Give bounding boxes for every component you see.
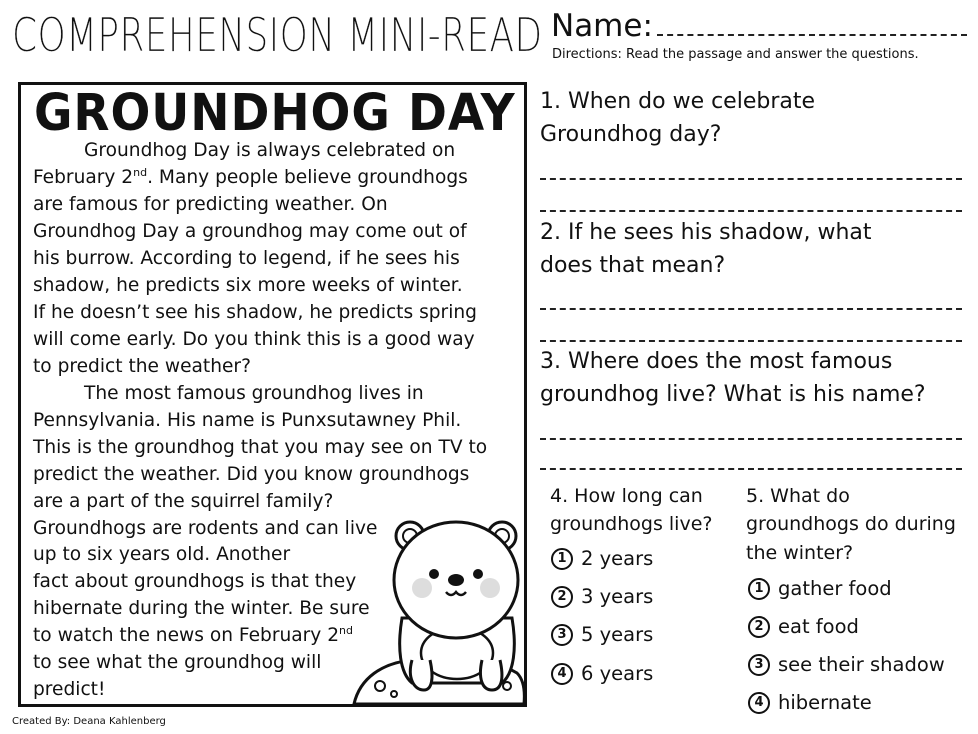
answer-line-1a[interactable] bbox=[540, 178, 962, 180]
circle-number-icon: 2 bbox=[551, 586, 573, 608]
name-blank-line[interactable] bbox=[657, 12, 967, 36]
directions-text: Directions: Read the passage and answer the questions. bbox=[552, 47, 919, 62]
question-3-line-2: groundhog live? What is his name? bbox=[540, 382, 926, 407]
question-1-line-1: 1. When do we celebrate bbox=[540, 89, 816, 114]
passage-line: to see what the groundhog will bbox=[33, 652, 322, 673]
passage-line: fact about groundhogs is that they bbox=[33, 571, 357, 592]
question-3-line-1: 3. Where does the most famous bbox=[540, 349, 893, 374]
q4-option-2[interactable]: 2 3 years bbox=[551, 585, 653, 608]
question-5-line-2: groundhogs do during bbox=[746, 513, 956, 535]
passage-line: are famous for predicting weather. On bbox=[33, 194, 388, 215]
passage-line: predict the weather. Did you know groundhogs bbox=[33, 464, 470, 485]
question-4-line-1: 4. How long can bbox=[550, 485, 703, 507]
answer-line-3b[interactable] bbox=[540, 468, 962, 470]
q4-option-4[interactable]: 4 6 years bbox=[551, 662, 653, 685]
circle-number-icon: 3 bbox=[551, 624, 573, 646]
passage-line: hibernate during the winter. Be sure bbox=[33, 598, 370, 619]
credit-text: Created By: Deana Kahlenberg bbox=[12, 716, 166, 727]
passage-line: Pennsylvania. His name is Punxsutawney Phil. bbox=[33, 410, 462, 431]
circle-number-icon: 4 bbox=[748, 692, 770, 714]
answer-line-3a[interactable] bbox=[540, 438, 962, 440]
question-5-line-1: 5. What do bbox=[746, 485, 850, 507]
circle-number-icon: 3 bbox=[748, 654, 770, 676]
q5-option-1[interactable]: 1 gather food bbox=[748, 577, 892, 600]
passage-line: The most famous groundhog lives in bbox=[84, 383, 424, 404]
circle-number-icon: 1 bbox=[551, 548, 573, 570]
passage-line: are a part of the squirrel family? bbox=[33, 491, 334, 512]
passage-line: predict! bbox=[33, 679, 106, 700]
passage-line: his burrow. According to legend, if he sees his bbox=[33, 248, 460, 269]
q5-option-2[interactable]: 2 eat food bbox=[748, 615, 859, 638]
passage-title: GROUNDHOG DAY bbox=[34, 84, 516, 143]
name-field[interactable] bbox=[551, 8, 967, 44]
question-5-line-3: the winter? bbox=[746, 542, 854, 564]
answer-line-2b[interactable] bbox=[540, 340, 962, 342]
passage-line: will come early. Do you think this is a good way bbox=[33, 329, 475, 350]
groundhog-illustration bbox=[352, 508, 526, 706]
question-2-line-1: 2. If he sees his shadow, what bbox=[540, 220, 872, 245]
circle-number-icon: 2 bbox=[748, 616, 770, 638]
question-1-line-2: Groundhog day? bbox=[540, 122, 722, 147]
q5-option-4[interactable]: 4 hibernate bbox=[748, 691, 872, 714]
q4-option-3[interactable]: 3 5 years bbox=[551, 623, 653, 646]
passage-line: to predict the weather? bbox=[33, 356, 251, 377]
passage-line: Groundhog Day a groundhog may come out of bbox=[33, 221, 467, 242]
passage-line: up to six years old. Another bbox=[33, 544, 291, 565]
question-4-line-2: groundhogs live? bbox=[550, 513, 713, 535]
passage-line: shadow, he predicts six more weeks of winter. bbox=[33, 275, 463, 296]
name-label: Name: bbox=[551, 8, 653, 44]
passage-line: Groundhogs are rodents and can live bbox=[33, 518, 378, 539]
passage-line: Groundhog Day is always celebrated on bbox=[84, 140, 456, 161]
answer-line-1b[interactable] bbox=[540, 210, 962, 212]
q4-option-1[interactable]: 1 2 years bbox=[551, 547, 653, 570]
page-title: COMPREHENSION MINI-READ bbox=[12, 8, 543, 62]
circle-number-icon: 4 bbox=[551, 663, 573, 685]
question-2-line-2: does that mean? bbox=[540, 253, 726, 278]
answer-line-2a[interactable] bbox=[540, 308, 962, 310]
passage-line: This is the groundhog that you may see on TV to bbox=[33, 437, 488, 458]
q5-option-3[interactable]: 3 see their shadow bbox=[748, 653, 945, 676]
passage-line: to watch the news on February 2nd bbox=[33, 623, 354, 646]
passage-line: February 2nd. Many people believe groundhogs bbox=[33, 165, 468, 188]
passage-line: If he doesn’t see his shadow, he predicts spring bbox=[33, 302, 477, 323]
circle-number-icon: 1 bbox=[748, 578, 770, 600]
